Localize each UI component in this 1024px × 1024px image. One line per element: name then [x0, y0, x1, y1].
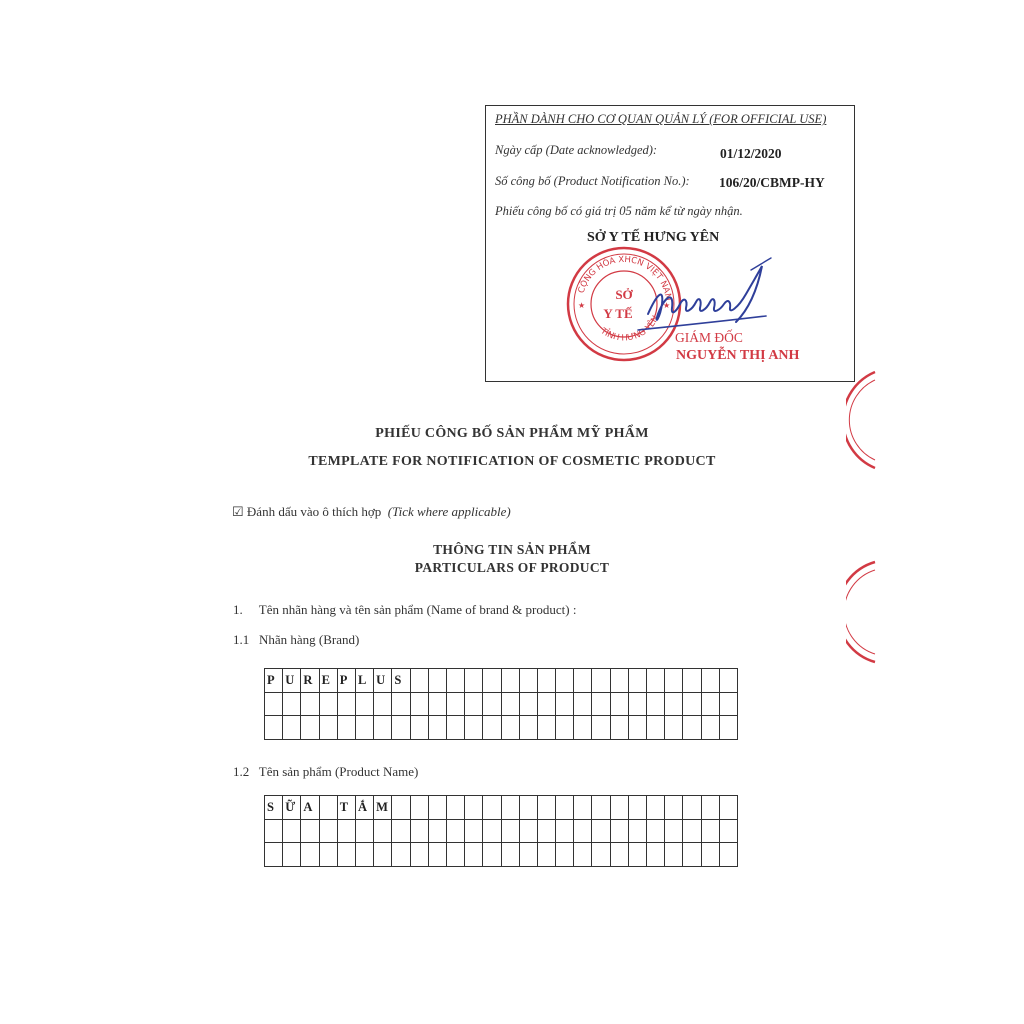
document-title-en: TEMPLATE FOR NOTIFICATION OF COSMETIC PRODUCT: [308, 454, 716, 469]
item-1-label: Tên nhãn hàng và tên sản phẩm (Name of brand & product) :: [258, 602, 577, 617]
grid-cell: [483, 796, 501, 820]
grid-cell: [629, 820, 647, 844]
grid-cell: [429, 716, 447, 740]
grid-cell: Ữ: [283, 796, 301, 820]
product-name-grid: [264, 795, 738, 867]
grid-cell: [556, 693, 574, 717]
grid-cell: P: [265, 669, 283, 693]
grid-cell: [429, 820, 447, 844]
grid-cell: E: [320, 669, 338, 693]
grid-cell: Ắ: [356, 796, 374, 820]
grid-cell: [338, 716, 356, 740]
grid-cell: [611, 693, 629, 717]
item-1-2-label: Tên sản phẩm (Product Name): [258, 764, 419, 779]
grid-cell: [665, 716, 683, 740]
grid-cell: [447, 716, 465, 740]
grid-cell: [720, 820, 738, 844]
grid-cell: [374, 693, 392, 717]
grid-cell: [592, 820, 610, 844]
grid-cell: [629, 843, 647, 867]
grid-cell: [465, 820, 483, 844]
grid-cell: [720, 669, 738, 693]
grid-cell: [320, 843, 338, 867]
grid-cell: [574, 693, 592, 717]
grid-cell: [465, 796, 483, 820]
grid-cell: [301, 820, 319, 844]
grid-cell: [429, 693, 447, 717]
grid-cell: [683, 796, 701, 820]
grid-cell: [611, 716, 629, 740]
grid-cell: [465, 843, 483, 867]
grid-cell: S: [265, 796, 283, 820]
grid-cell: [665, 796, 683, 820]
grid-cell: [392, 843, 410, 867]
grid-cell: [411, 669, 429, 693]
tick-note-en: (Tick where applicable): [387, 504, 511, 519]
grid-cell: [592, 843, 610, 867]
grid-cell: [702, 843, 720, 867]
grid-cell: [320, 796, 338, 820]
signature-icon: [636, 256, 786, 341]
grid-cell: [502, 669, 520, 693]
grid-cell: [611, 669, 629, 693]
grid-cell: [338, 820, 356, 844]
stamp-text-top: CỘNG HÒA XHCN VIỆT NAM: [576, 254, 673, 302]
grid-cell: [411, 693, 429, 717]
grid-cell: [411, 843, 429, 867]
grid-cell: [483, 669, 501, 693]
grid-cell: [411, 820, 429, 844]
grid-cell: [629, 716, 647, 740]
grid-cell: [592, 669, 610, 693]
grid-cell: U: [283, 669, 301, 693]
item-1-1-number: 1.1: [233, 632, 250, 647]
grid-cell: [411, 796, 429, 820]
item-1-2: [233, 764, 418, 780]
grid-cell: [574, 843, 592, 867]
tick-note-vi: Đánh dấu vào ô thích hợp: [246, 504, 382, 519]
grid-cell: L: [356, 669, 374, 693]
stamp-center-line-1: SỞ: [615, 287, 633, 302]
grid-cell: [429, 796, 447, 820]
grid-cell: [447, 843, 465, 867]
grid-cell: [683, 716, 701, 740]
grid-cell: [574, 716, 592, 740]
grid-cell: [502, 796, 520, 820]
director-title: GIÁM ĐỐC: [675, 330, 743, 345]
grid-cell: [283, 693, 301, 717]
grid-cell: [356, 693, 374, 717]
grid-cell: [411, 716, 429, 740]
date-acknowledged-label: Ngày cấp (Date acknowledged):: [495, 143, 658, 157]
grid-cell: [301, 843, 319, 867]
grid-cell: [592, 796, 610, 820]
grid-cell: [483, 843, 501, 867]
grid-cell: [538, 716, 556, 740]
grid-cell: [483, 693, 501, 717]
item-1-number: 1.: [233, 602, 243, 617]
grid-cell: [538, 796, 556, 820]
stamp-text-bottom: TỈNH HƯNG YÊN: [598, 314, 662, 344]
grid-cell: [665, 669, 683, 693]
grid-cell: [665, 820, 683, 844]
checkbox-icon: ☑: [232, 504, 244, 519]
grid-cell: [320, 716, 338, 740]
grid-cell: [647, 693, 665, 717]
grid-cell: [338, 843, 356, 867]
brand-grid: [264, 668, 738, 740]
grid-cell: [483, 820, 501, 844]
grid-cell: [556, 796, 574, 820]
grid-cell: [574, 820, 592, 844]
grid-cell: [592, 693, 610, 717]
item-1-1: [233, 632, 359, 648]
grid-cell: [374, 843, 392, 867]
grid-cell: [538, 693, 556, 717]
grid-cell: [574, 669, 592, 693]
grid-cell: [520, 693, 538, 717]
section-title-vi: THÔNG TIN SẢN PHẨM: [433, 542, 591, 557]
grid-cell: [647, 669, 665, 693]
date-acknowledged-value: 01/12/2020: [720, 146, 782, 161]
grid-cell: P: [338, 669, 356, 693]
grid-cell: [720, 796, 738, 820]
item-1-2-number: 1.2: [233, 764, 250, 779]
grid-cell: [520, 820, 538, 844]
grid-cell: [447, 669, 465, 693]
grid-cell: [301, 716, 319, 740]
grid-cell: [556, 716, 574, 740]
grid-cell: [520, 843, 538, 867]
grid-cell: [320, 820, 338, 844]
notification-number-value: 106/20/CBMP-HY: [719, 175, 825, 190]
grid-cell: [720, 716, 738, 740]
grid-cell: [611, 843, 629, 867]
grid-cell: [611, 796, 629, 820]
grid-cell: [629, 693, 647, 717]
document-title-vi: PHIẾU CÔNG BỐ SẢN PHẨM MỸ PHẨM: [375, 426, 649, 441]
grid-cell: [374, 820, 392, 844]
grid-cell: [502, 716, 520, 740]
grid-cell: [574, 796, 592, 820]
grid-cell: [720, 843, 738, 867]
grid-cell: [429, 669, 447, 693]
grid-cell: [465, 716, 483, 740]
grid-cell: [283, 820, 301, 844]
grid-cell: [447, 820, 465, 844]
grid-cell: [356, 716, 374, 740]
grid-cell: [665, 693, 683, 717]
grid-cell: [647, 843, 665, 867]
grid-cell: A: [301, 796, 319, 820]
grid-cell: [647, 820, 665, 844]
grid-cell: [556, 843, 574, 867]
grid-cell: [301, 693, 319, 717]
grid-cell: [556, 669, 574, 693]
grid-cell: S: [392, 669, 410, 693]
grid-cell: [283, 716, 301, 740]
grid-cell: [265, 843, 283, 867]
grid-cell: [392, 716, 410, 740]
grid-cell: [720, 693, 738, 717]
grid-cell: T: [338, 796, 356, 820]
grid-cell: R: [301, 669, 319, 693]
grid-cell: [702, 716, 720, 740]
grid-cell: [265, 693, 283, 717]
notification-number-label: Số công bố (Product Notification No.):: [495, 174, 690, 188]
grid-cell: [356, 820, 374, 844]
grid-cell: [392, 820, 410, 844]
grid-cell: [556, 820, 574, 844]
official-use-header: PHẦN DÀNH CHO CƠ QUAN QUẢN LÝ (FOR OFFICIAL USE): [495, 112, 827, 126]
official-use-box: [485, 105, 855, 382]
grid-cell: [502, 843, 520, 867]
grid-cell: [647, 716, 665, 740]
grid-cell: [502, 693, 520, 717]
stamp-star-left-icon: ★: [578, 301, 586, 310]
grid-cell: [538, 820, 556, 844]
grid-cell: [374, 716, 392, 740]
director-name: NGUYỄN THỊ ANH: [676, 348, 800, 363]
grid-cell: [483, 716, 501, 740]
grid-cell: [592, 716, 610, 740]
grid-cell: [265, 820, 283, 844]
section-title-en: PARTICULARS OF PRODUCT: [414, 560, 610, 575]
grid-cell: U: [374, 669, 392, 693]
grid-cell: [683, 693, 701, 717]
department-name: SỞ Y TẾ HƯNG YÊN: [587, 230, 720, 245]
grid-cell: [520, 716, 538, 740]
grid-cell: [265, 716, 283, 740]
item-1-1-label: Nhãn hàng (Brand): [259, 632, 360, 647]
item-1: [233, 602, 576, 618]
stamp-center-line-2: Y TẾ: [603, 306, 633, 321]
grid-cell: [629, 669, 647, 693]
grid-cell: [447, 693, 465, 717]
grid-cell: [338, 693, 356, 717]
grid-cell: [683, 669, 701, 693]
grid-cell: [702, 820, 720, 844]
grid-cell: [538, 669, 556, 693]
grid-cell: [538, 843, 556, 867]
grid-cell: [283, 843, 301, 867]
grid-cell: [520, 669, 538, 693]
grid-cell: [465, 669, 483, 693]
grid-cell: [683, 843, 701, 867]
grid-cell: [429, 843, 447, 867]
grid-cell: [702, 669, 720, 693]
grid-cell: [702, 693, 720, 717]
grid-cell: [520, 796, 538, 820]
grid-cell: [502, 820, 520, 844]
validity-note: Phiếu công bố có giá trị 05 năm kể từ ngày nhận.: [495, 204, 743, 218]
grid-cell: [665, 843, 683, 867]
grid-cell: [465, 693, 483, 717]
grid-cell: [356, 843, 374, 867]
grid-cell: [647, 796, 665, 820]
stamp-star-right-icon: ★: [663, 301, 671, 310]
tick-note: [232, 504, 511, 520]
grid-cell: [392, 693, 410, 717]
grid-cell: [447, 796, 465, 820]
grid-cell: [629, 796, 647, 820]
grid-cell: M: [374, 796, 392, 820]
grid-cell: [392, 796, 410, 820]
grid-cell: [702, 796, 720, 820]
grid-cell: [320, 693, 338, 717]
grid-cell: [683, 820, 701, 844]
grid-cell: [611, 820, 629, 844]
